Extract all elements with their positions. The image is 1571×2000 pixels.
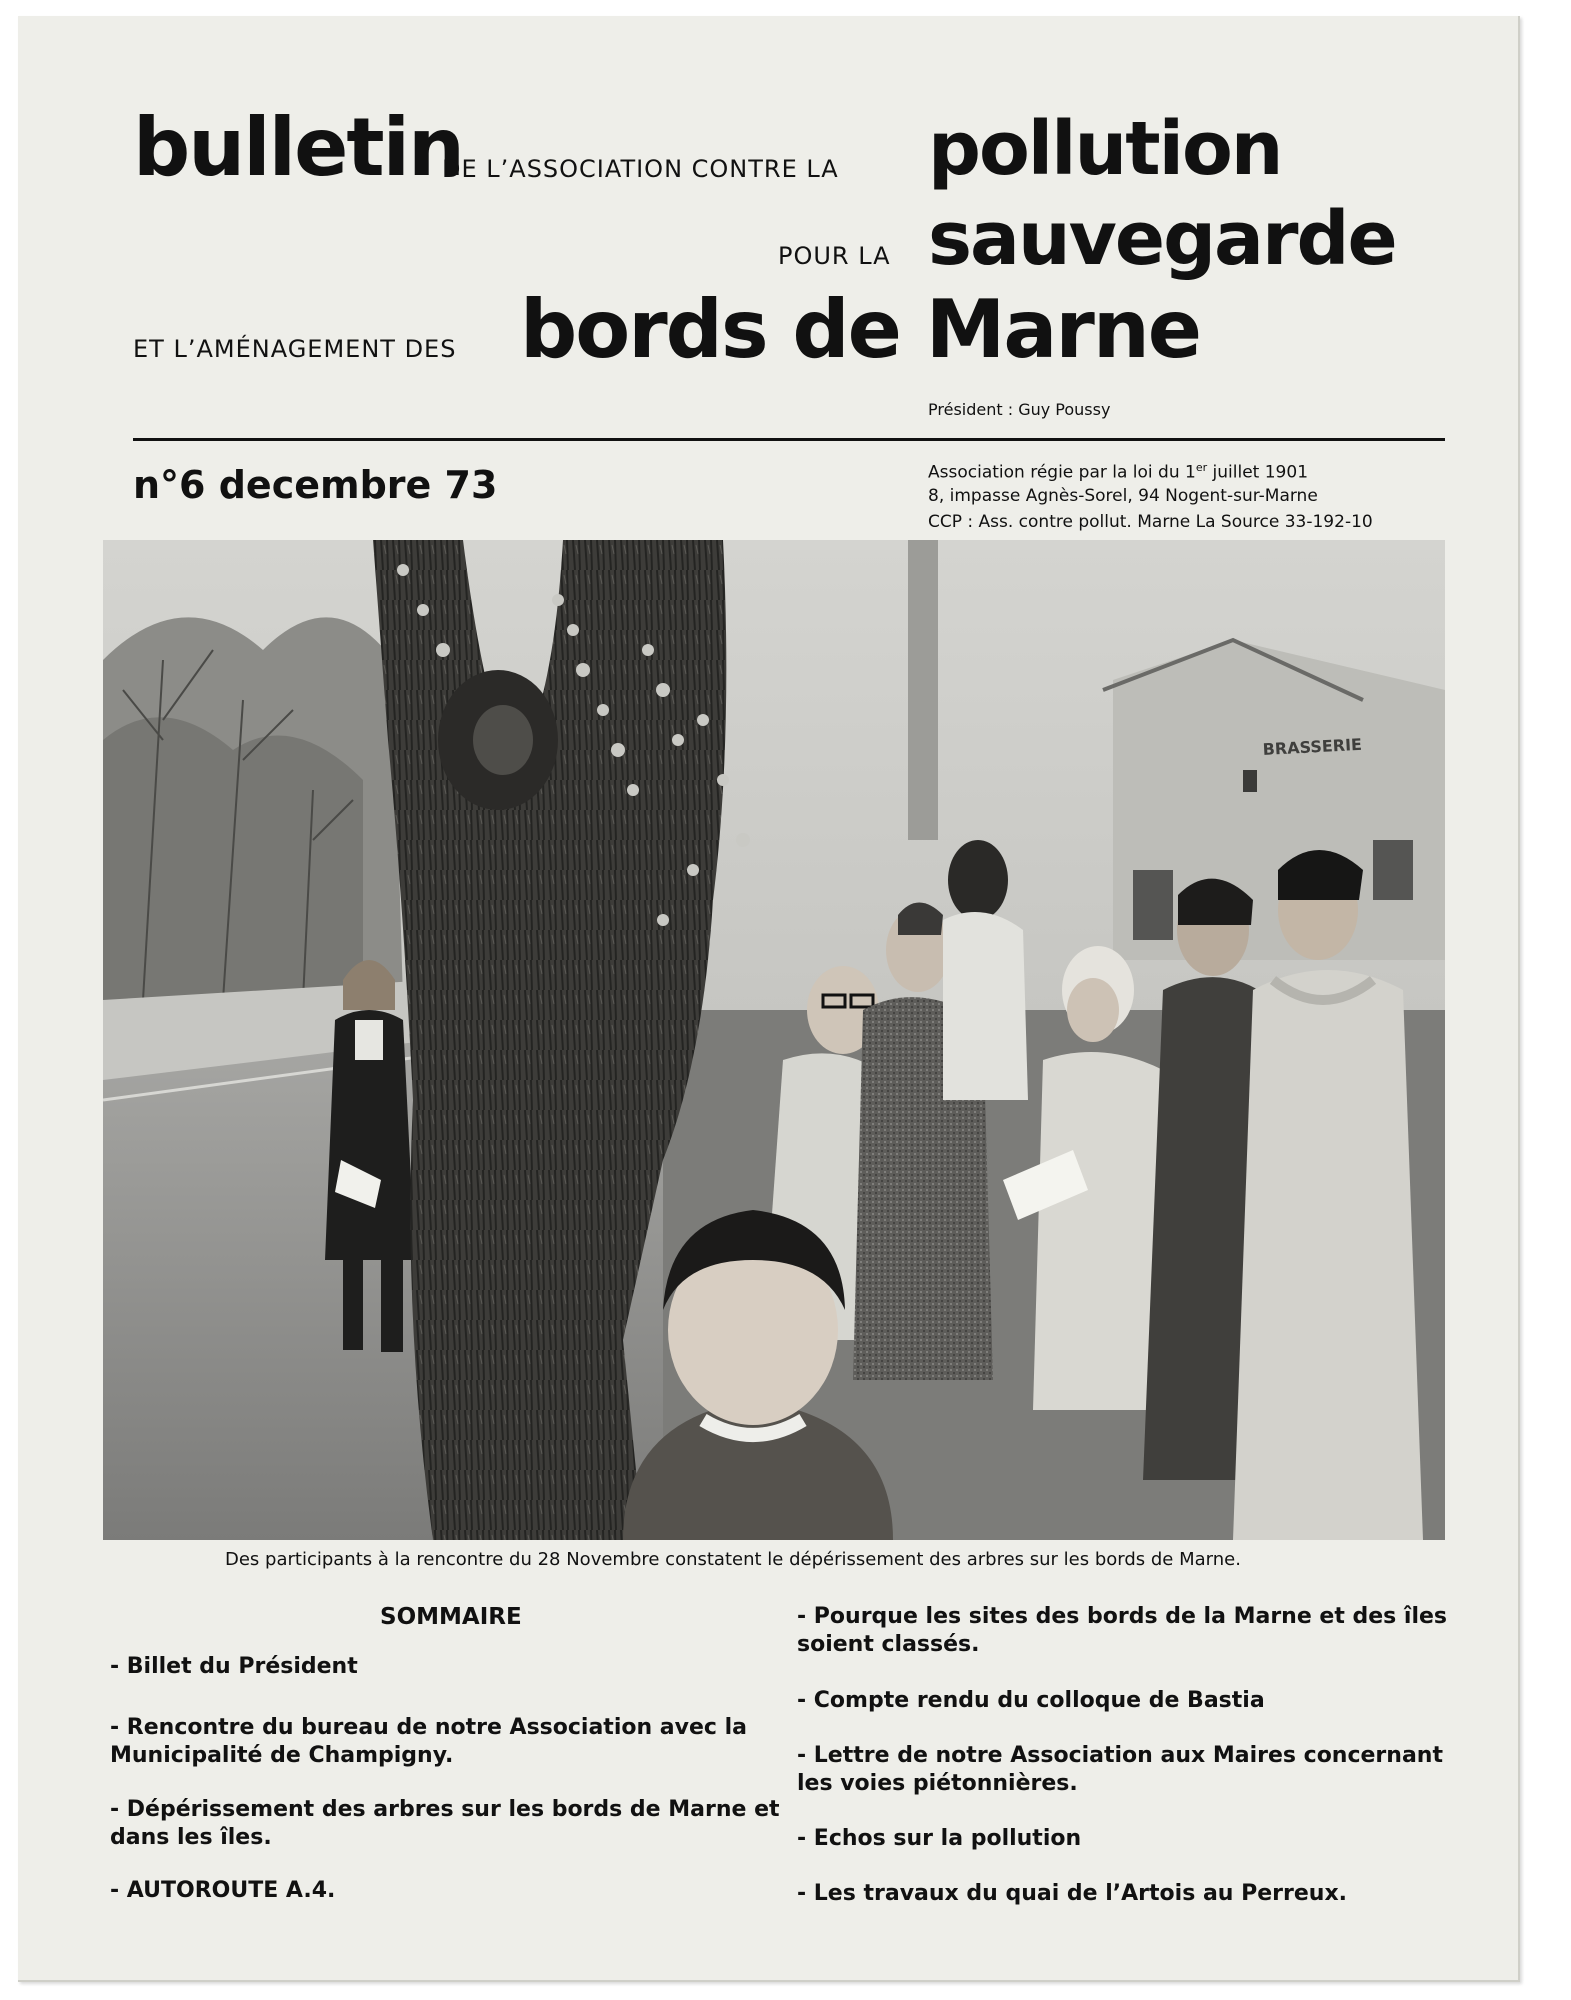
masthead-pollution: pollution <box>928 106 1282 192</box>
cover-photo <box>103 540 1445 1540</box>
toc-left-item-1: - Billet du Président <box>110 1654 358 1679</box>
toc-left-item-4: - AUTOROUTE A.4. <box>110 1878 336 1903</box>
photo-caption: Des participants à la rencontre du 28 Novembre constatent le dépérissement des arbres sur les bords de Marne. <box>225 1549 1241 1570</box>
toc-left-item-2: - Rencontre du bureau de notre Association avec la Municipalité de Champigny. <box>110 1715 747 1768</box>
masthead-sauvegarde: sauvegarde <box>928 196 1396 282</box>
building <box>1103 640 1445 960</box>
address-line-3: CCP : Ass. contre pollut. Marne La Source 33-192-10 <box>928 512 1373 532</box>
toc-right-item-1: - Pourque les sites des bords de la Marne et des îles soient classés. <box>797 1604 1448 1657</box>
toc-right-item-5: - Les travaux du quai de l’Artois au Perreux. <box>797 1881 1347 1906</box>
masthead-line3: ET L’AMÉNAGEMENT DES <box>133 335 457 363</box>
masthead-bulletin: bulletin <box>133 101 463 194</box>
header-rule <box>133 438 1445 441</box>
building-sign: BRASSERIE <box>1262 734 1363 759</box>
masthead-bords-de-marne: bords de Marne <box>520 283 1201 376</box>
masthead-line2: POUR LA <box>778 242 891 270</box>
address-line-1: Association régie par la loi du 1er juillet 1901 <box>928 461 1309 483</box>
masthead-line1: DE L’ASSOCIATION CONTRE LA <box>442 155 839 183</box>
issue-label: n°6 decembre 73 <box>133 463 498 507</box>
toc-right-item-3: - Lettre de notre Association aux Maires concernant les voies piétonnières. <box>797 1743 1443 1796</box>
address-line-2: 8, impasse Agnès-Sorel, 94 Nogent-sur-Marne <box>928 486 1318 506</box>
toc-right-item-4: - Echos sur la pollution <box>797 1826 1082 1851</box>
toc-right-item-2: - Compte rendu du colloque de Bastia <box>797 1688 1265 1713</box>
photo-illustration <box>103 540 1445 1540</box>
toc-left-item-3: - Dépérissement des arbres sur les bords de Marne et dans les îles. <box>110 1797 780 1850</box>
president-line: Président : Guy Poussy <box>928 400 1111 419</box>
sommaire-title: SOMMAIRE <box>380 1604 522 1630</box>
